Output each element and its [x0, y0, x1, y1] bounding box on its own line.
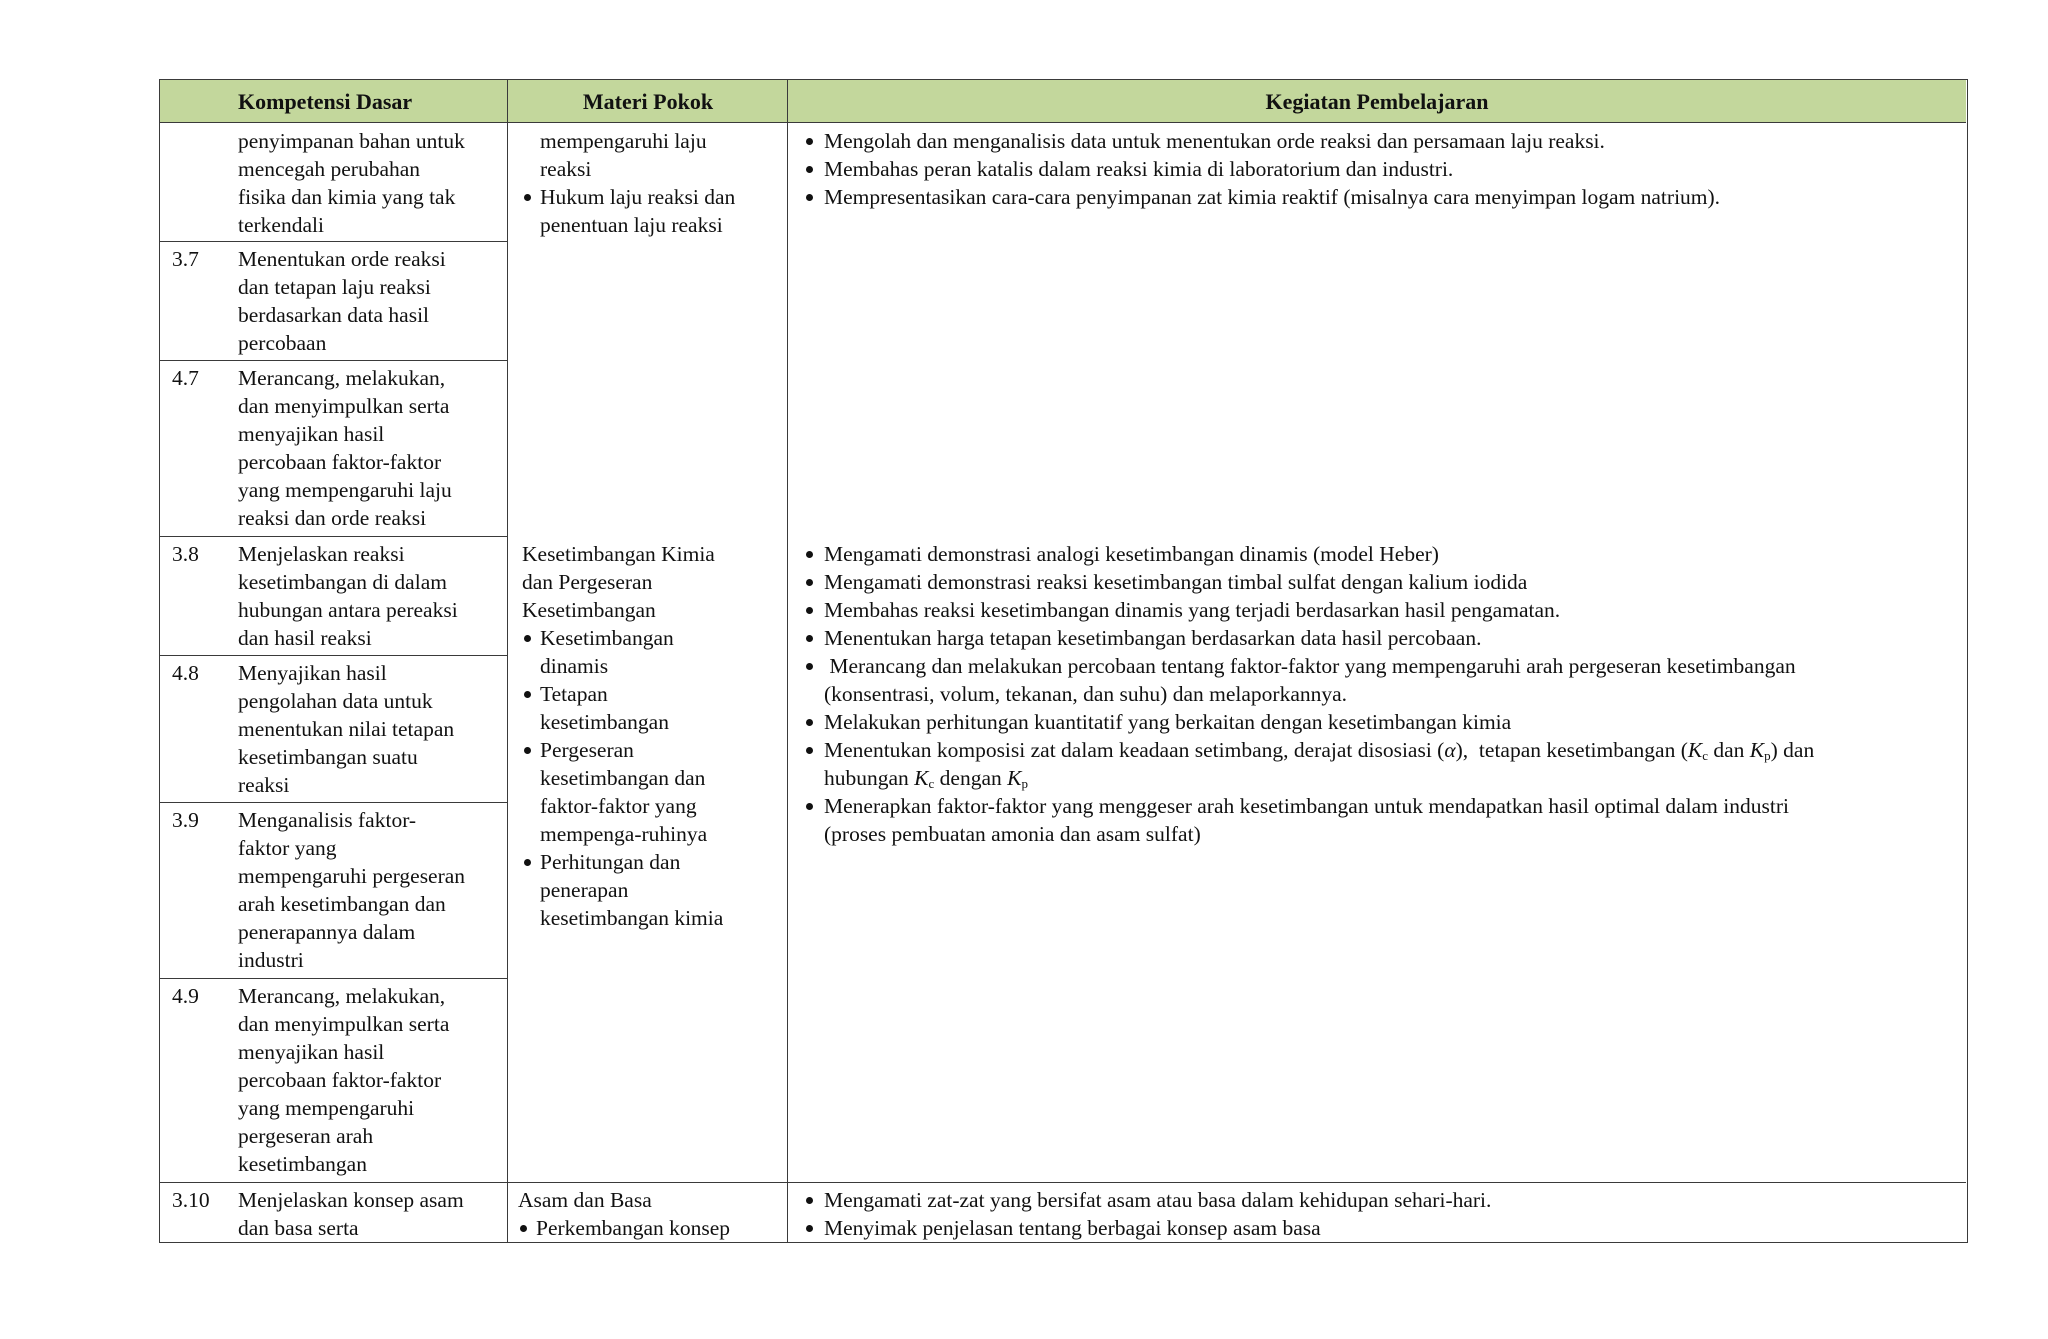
kd-line: mempengaruhi pergeseran: [238, 864, 466, 888]
kegiatan-bullet: [802, 1186, 1952, 1214]
materi-line: kesetimbangan: [540, 710, 669, 734]
materi-line: penerapan: [540, 878, 629, 902]
kegiatan-line: Membahas reaksi kesetimbangan dinamis yang terjadi berdasarkan hasil pengamatan.: [824, 598, 1561, 622]
materi-bullet: Hukum laju reaksi dan: [522, 183, 770, 211]
kd-row-divider: [160, 978, 508, 979]
header-materi-pokok: [508, 80, 788, 123]
kegiatan-bullet: [802, 792, 1952, 848]
kd-row-divider: [160, 241, 508, 242]
materi-bullet: Perkembangan konsep: [518, 1214, 766, 1242]
kegiatan-block-asam-basa: [802, 1186, 1952, 1242]
kd-line: pengolahan data untuk: [238, 689, 433, 713]
kd-line: faktor yang: [238, 836, 337, 860]
kegiatan-line: Menentukan harga tetapan kesetimbangan berdasarkan data hasil percobaan.: [824, 626, 1482, 650]
materi-heading-line: Kesetimbangan Kimia: [522, 542, 715, 566]
materi-line: dinamis: [540, 654, 609, 678]
column-divider-1: [507, 80, 508, 1242]
kd-row-divider: [160, 536, 508, 537]
kd-line: fisika dan kimia yang tak: [238, 185, 456, 209]
kd-text: [238, 806, 504, 974]
kegiatan-line: (proses pembuatan amonia dan asam sulfat): [824, 822, 1201, 846]
kegiatan-line: Membahas peran katalis dalam reaksi kimia di laboratorium dan industri.: [824, 157, 1454, 181]
section-divider: [160, 1182, 1966, 1183]
kd-line: kesetimbangan suatu: [238, 745, 418, 769]
kegiatan-line: [824, 764, 1952, 792]
kd-line: percobaan faktor-faktor: [238, 450, 442, 474]
kd-line: Menjelaskan reaksi: [238, 542, 405, 566]
header-mp-label: Materi Pokok: [582, 89, 714, 114]
materi-line: penentuan laju reaksi: [540, 213, 723, 237]
header-kompetensi-dasar: [160, 80, 508, 123]
materi-bullet: Tetapan: [522, 680, 770, 708]
kegiatan-bullet: [802, 596, 1952, 624]
kegiatan-bullet: [802, 183, 1952, 211]
kd-number: 4.9: [172, 984, 199, 1008]
kd-row-divider: [160, 655, 508, 656]
text-run: Menentukan komposisi zat dalam keadaan setimbang, derajat disosiasi (: [824, 738, 1445, 762]
kd-line: menyajikan hasil: [238, 422, 385, 446]
header-kegiatan-pembelajaran: [788, 80, 1966, 123]
curriculum-table: [159, 79, 1968, 1243]
kd-number: 3.8: [172, 542, 199, 566]
kd-text: [238, 659, 504, 799]
kd-line: arah kesetimbangan dan: [238, 892, 446, 916]
materi-line: faktor-faktor yang: [540, 794, 697, 818]
k-symbol: K: [1007, 766, 1022, 790]
kd-number: 3.10: [172, 1188, 210, 1212]
subscript-p: p: [1021, 776, 1028, 791]
subscript-c: c: [1702, 748, 1708, 763]
materi-heading-line: Asam dan Basa: [518, 1188, 652, 1212]
kd-text: [238, 982, 504, 1178]
kd-line: kesetimbangan di dalam: [238, 570, 447, 594]
text-run: ) dan: [1770, 738, 1815, 762]
kd-number: 3.7: [172, 247, 199, 271]
kegiatan-line: (konsentrasi, volum, tekanan, dan suhu) dan melaporkannya.: [824, 682, 1348, 706]
kd-line: dan hasil reaksi: [238, 626, 372, 650]
kegiatan-bullet: [802, 155, 1952, 183]
kegiatan-bullet: [802, 652, 1952, 708]
materi-line: mempenga-ruhinya: [540, 822, 708, 846]
kd-line: dan menyimpulkan serta: [238, 394, 450, 418]
kegiatan-line: Mengolah dan menganalisis data untuk menentukan orde reaksi dan persamaan laju reaksi.: [824, 129, 1605, 153]
kegiatan-bullet: [802, 736, 1952, 792]
k-symbol: K: [1749, 738, 1765, 762]
kd-text: [238, 1186, 504, 1242]
materi-line: kesetimbangan dan: [540, 766, 706, 790]
kd-text: [238, 245, 504, 357]
materi-line: mempengaruhi laju: [540, 129, 707, 153]
kd-line: percobaan faktor-faktor: [238, 1068, 442, 1092]
kegiatan-bullet: [802, 568, 1952, 596]
materi-line: reaksi: [540, 157, 592, 181]
kegiatan-line: Mengamati zat-zat yang bersifat asam atau basa dalam kehidupan sehari-hari.: [824, 1188, 1492, 1212]
kd-line: penerapannya dalam: [238, 920, 416, 944]
materi-bullet: Perhitungan dan: [522, 848, 770, 876]
kd-line: Menyajikan hasil: [238, 661, 387, 685]
materi-block-laju-reaksi: [522, 127, 770, 239]
kegiatan-bullet: [802, 708, 1952, 736]
kegiatan-bullet: [802, 127, 1952, 155]
kd-line: kesetimbangan: [238, 1152, 367, 1176]
materi-line: kesetimbangan kimia: [540, 906, 724, 930]
subscript-c: c: [928, 776, 935, 791]
kegiatan-line: Menyimak penjelasan tentang berbagai konsep asam basa: [824, 1216, 1321, 1240]
materi-heading-line: dan Pergeseran: [522, 570, 653, 594]
kd-line: terkendali: [238, 213, 324, 237]
kd-line: menentukan nilai tetapan: [238, 717, 455, 741]
kegiatan-line: Merancang dan melakukan percobaan tentang faktor-faktor yang mempengaruhi arah pergeseran kesetimbangan: [824, 654, 1796, 678]
kd-line: menyajikan hasil: [238, 1040, 385, 1064]
kegiatan-bullet: [802, 624, 1952, 652]
k-symbol: K: [1687, 738, 1703, 762]
materi-bullet: Kesetimbangan: [522, 624, 770, 652]
kd-line: Menjelaskan konsep asam: [238, 1188, 464, 1212]
text-run: dan: [1708, 738, 1750, 762]
kd-line: mencegah perubahan: [238, 157, 421, 181]
kd-row-divider: [160, 802, 508, 803]
kegiatan-block-kesetimbangan: [802, 540, 1952, 848]
kegiatan-line: Mempresentasikan cara-cara penyimpanan zat kimia reaktif (misalnya cara menyimpan logam natrium).: [824, 185, 1721, 209]
kd-text: [238, 127, 504, 239]
kd-line: hubungan antara pereaksi: [238, 598, 458, 622]
materi-bullet: Pergeseran: [522, 736, 770, 764]
kd-number: 4.7: [172, 366, 199, 390]
kd-line: percobaan: [238, 331, 327, 355]
kd-line: Menganalisis faktor-: [238, 808, 417, 832]
materi-block-asam-basa: [518, 1186, 766, 1242]
kd-line: reaksi: [238, 773, 290, 797]
kd-line: yang mempengaruhi laju: [238, 478, 452, 502]
kegiatan-bullet: [802, 1214, 1952, 1242]
kd-row-divider: [160, 360, 508, 361]
kd-text: [238, 540, 504, 652]
materi-heading-line: Kesetimbangan: [522, 598, 656, 622]
text-run: dengan: [934, 766, 1008, 790]
kd-line: pergeseran arah: [238, 1124, 374, 1148]
kegiatan-line: Mengamati demonstrasi reaksi kesetimbangan timbal sulfat dengan kalium iodida: [824, 570, 1528, 594]
kd-line: Merancang, melakukan,: [238, 984, 446, 1008]
kd-line: berdasarkan data hasil: [238, 303, 430, 327]
kd-number: 4.8: [172, 661, 199, 685]
kd-line: yang mempengaruhi: [238, 1096, 415, 1120]
kegiatan-line: Menerapkan faktor-faktor yang menggeser arah kesetimbangan untuk mendapatkan hasil optimal dalam industri: [824, 794, 1789, 818]
kd-line: Menentukan orde reaksi: [238, 247, 446, 271]
kd-line: Merancang, melakukan,: [238, 366, 446, 390]
materi-block-kesetimbangan: [522, 540, 770, 932]
kegiatan-line: Melakukan perhitungan kuantitatif yang berkaitan dengan kesetimbangan kimia: [824, 710, 1512, 734]
header-kg-label: Kegiatan Pembelajaran: [1265, 89, 1489, 114]
kegiatan-line: [824, 736, 1952, 764]
kd-number: 3.9: [172, 808, 199, 832]
text-run: hubungan: [824, 766, 915, 790]
kegiatan-bullet: [802, 540, 1952, 568]
kegiatan-line: Mengamati demonstrasi analogi kesetimbangan dinamis (model Heber): [824, 542, 1439, 566]
alpha-symbol: α: [1444, 738, 1456, 762]
kd-line: reaksi dan orde reaksi: [238, 506, 427, 530]
kd-line: dan basa serta: [238, 1216, 359, 1240]
column-divider-2: [787, 80, 788, 1242]
kegiatan-block-laju-reaksi: [802, 127, 1952, 211]
subscript-p: p: [1764, 748, 1771, 763]
kd-line: industri: [238, 948, 304, 972]
text-run: ), tetapan kesetimbangan (: [1455, 738, 1688, 762]
header-kd-label: Kompetensi Dasar: [238, 89, 413, 114]
kd-line: dan menyimpulkan serta: [238, 1012, 450, 1036]
kd-line: dan tetapan laju reaksi: [238, 275, 431, 299]
kd-line: penyimpanan bahan untuk: [238, 129, 465, 153]
k-symbol: K: [914, 766, 929, 790]
kd-text: [238, 364, 504, 532]
